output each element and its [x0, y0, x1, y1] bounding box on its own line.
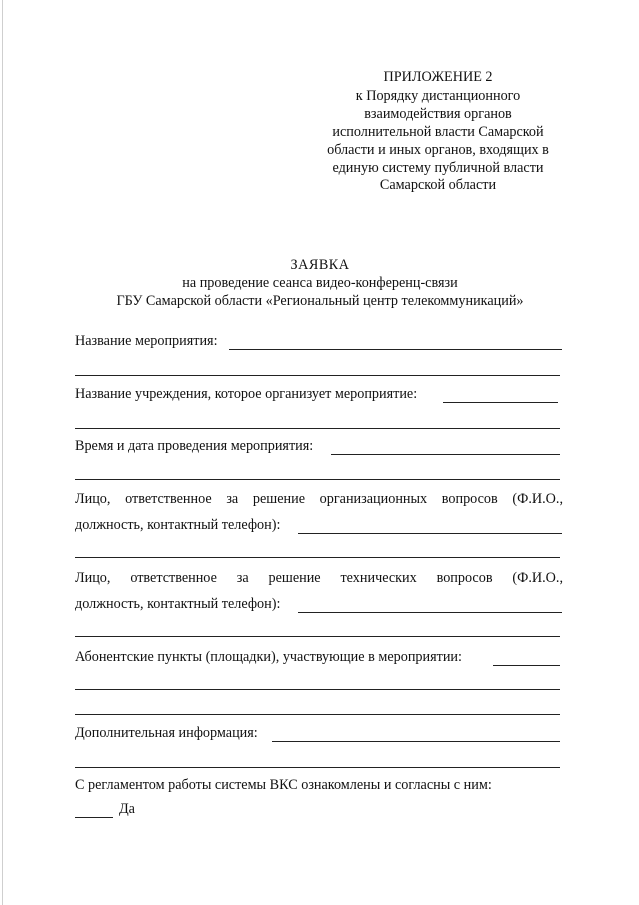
date-time-field[interactable]: [331, 454, 560, 455]
sites-field-continued[interactable]: [75, 714, 560, 715]
date-time-label: Время и дата проведения мероприятия:: [75, 438, 314, 454]
title-line: ГБУ Самарской области «Региональный центр телекоммуникаций»: [116, 293, 524, 309]
tech-contact-field[interactable]: [298, 612, 562, 613]
regulation-statement: С регламентом работы системы ВКС ознакомлены и согласны с ним:: [75, 777, 492, 793]
date-time-field-continued[interactable]: [75, 479, 560, 480]
org-contact-label-line2: должность, контактный телефон):: [75, 517, 281, 533]
tech-contact-label: Лицо, ответственное за решение технических вопросов (Ф.И.О.,: [75, 570, 563, 586]
appendix-line: к Порядку дистанционного: [355, 87, 521, 104]
org-contact-field-continued[interactable]: [75, 557, 560, 558]
additional-info-field[interactable]: [272, 741, 560, 742]
additional-info-label: Дополнительная информация:: [75, 725, 258, 741]
title-word: ЗАЯВКА: [290, 257, 350, 273]
appendix-heading: ПРИЛОЖЕНИЕ 2: [383, 69, 493, 85]
page-edge: [2, 0, 3, 905]
agree-label: Да: [119, 801, 135, 817]
org-contact-field[interactable]: [298, 533, 562, 534]
appendix-line: единую систему публичной власти: [332, 159, 544, 176]
org-contact-label: Лицо, ответственное за решение организационных вопросов (Ф.И.О.,: [75, 491, 563, 507]
event-name-field[interactable]: [229, 349, 562, 350]
document-title: [40, 256, 600, 310]
sites-field-continued[interactable]: [75, 689, 560, 690]
organizer-label: Название учреждения, которое организует мероприятие:: [75, 386, 418, 402]
tech-contact-label-line2: должность, контактный телефон):: [75, 596, 281, 612]
appendix-line: исполнительной власти Самарской: [332, 123, 544, 140]
appendix-line: области и иных органов, входящих в: [327, 141, 549, 158]
title-line: на проведение сеанса видео-конференц-связи: [182, 275, 458, 291]
appendix-line: взаимодействия органов: [364, 105, 512, 122]
organizer-field-continued[interactable]: [75, 428, 560, 429]
tech-contact-field-continued[interactable]: [75, 636, 560, 637]
additional-info-field-continued[interactable]: [75, 767, 560, 768]
appendix-header: [308, 69, 568, 195]
event-name-label: Название мероприятия:: [75, 333, 218, 349]
agree-checkbox-line[interactable]: [75, 817, 113, 818]
appendix-line: Самарской области: [379, 177, 497, 194]
sites-field[interactable]: [493, 665, 560, 666]
sites-label: Абонентские пункты (площадки), участвующие в мероприятии:: [75, 649, 462, 665]
organizer-field[interactable]: [443, 402, 558, 403]
event-name-field-continued[interactable]: [75, 375, 560, 376]
